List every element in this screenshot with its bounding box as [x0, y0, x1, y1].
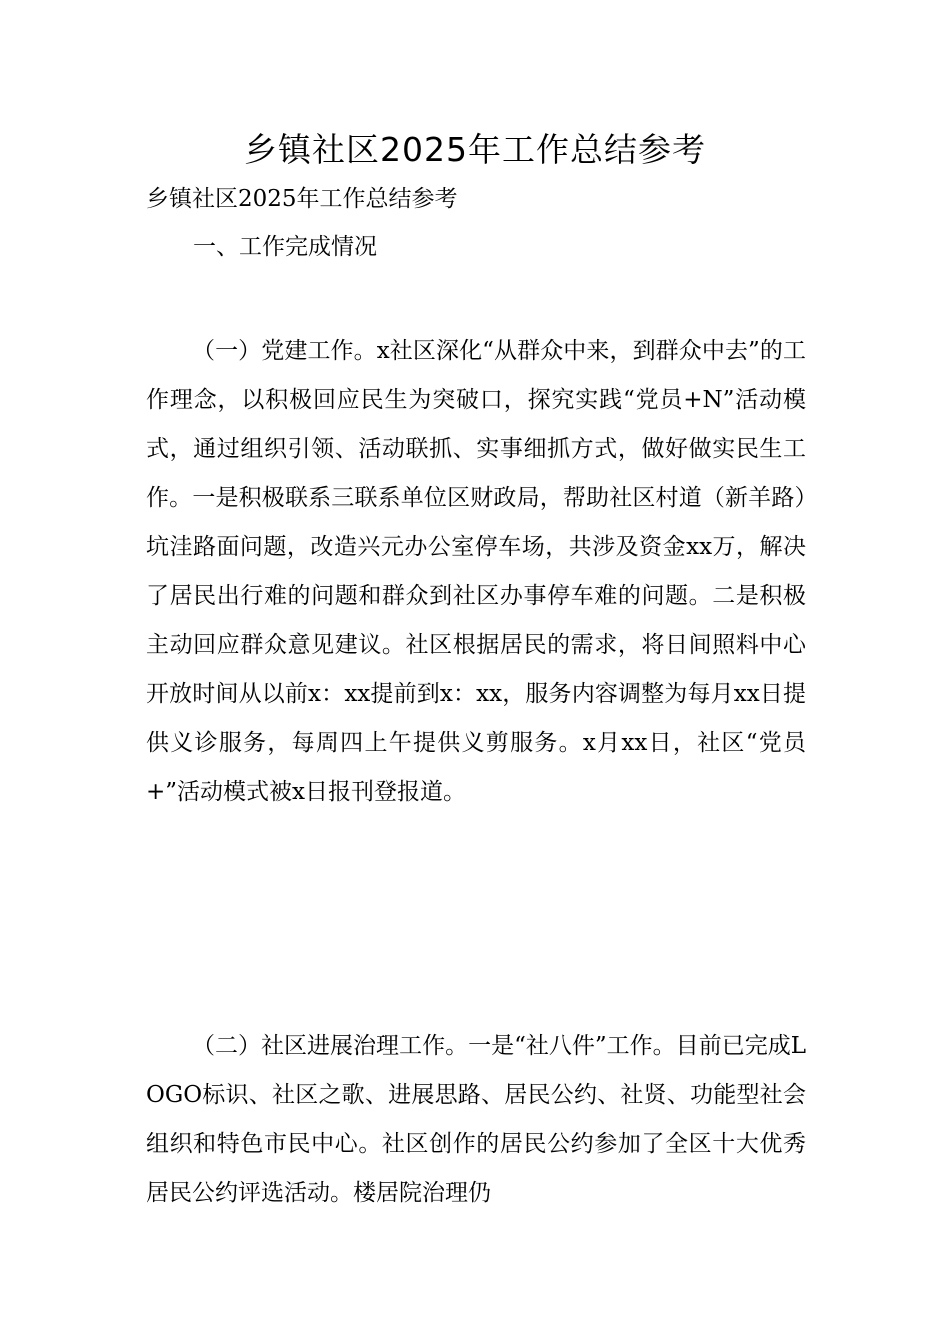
section-heading: 一、工作完成情况: [193, 234, 377, 260]
paragraph-community-governance: （二）社区进展治理工作。一是“社八件”工作。目前已完成LOGO标识、社区之歌、进展思路、居民公约、社贤、功能型社会组织和特色市民中心。社区创作的居民公约参加了全区十大优秀居民公约评选活动。楼居院治理仍: [146, 1033, 806, 1206]
document-title: 乡镇社区2025年工作总结参考: [244, 130, 706, 169]
document-subtitle: 乡镇社区2025年工作总结参考: [146, 186, 458, 212]
paragraph-party-building: （一）党建工作。x社区深化“从群众中来，到群众中去”的工作理念，以积极回应民生为突破口，探究实践“党员+N”活动模式，通过组织引领、活动联抓、实事细抓方式，做好做实民生工作。一是积极联系三联系单位区财政局，帮助社区村道（新羊路）坑洼路面问题，改造兴元办公室停车场，共涉及资金xx万，解决了居民出行难的问题和群众到社区办事停车难的问题。二是积极主动回应群众意见建议。社区根据居民的需求，将日间照料中心开放时间从以前x：xx提前到x：xx，服务内容调整为每月xx日提供义诊服务，每周四上午提供义剪服务。x月xx日，社区“党员+”活动模式被x日报刊登报道。: [146, 338, 806, 805]
